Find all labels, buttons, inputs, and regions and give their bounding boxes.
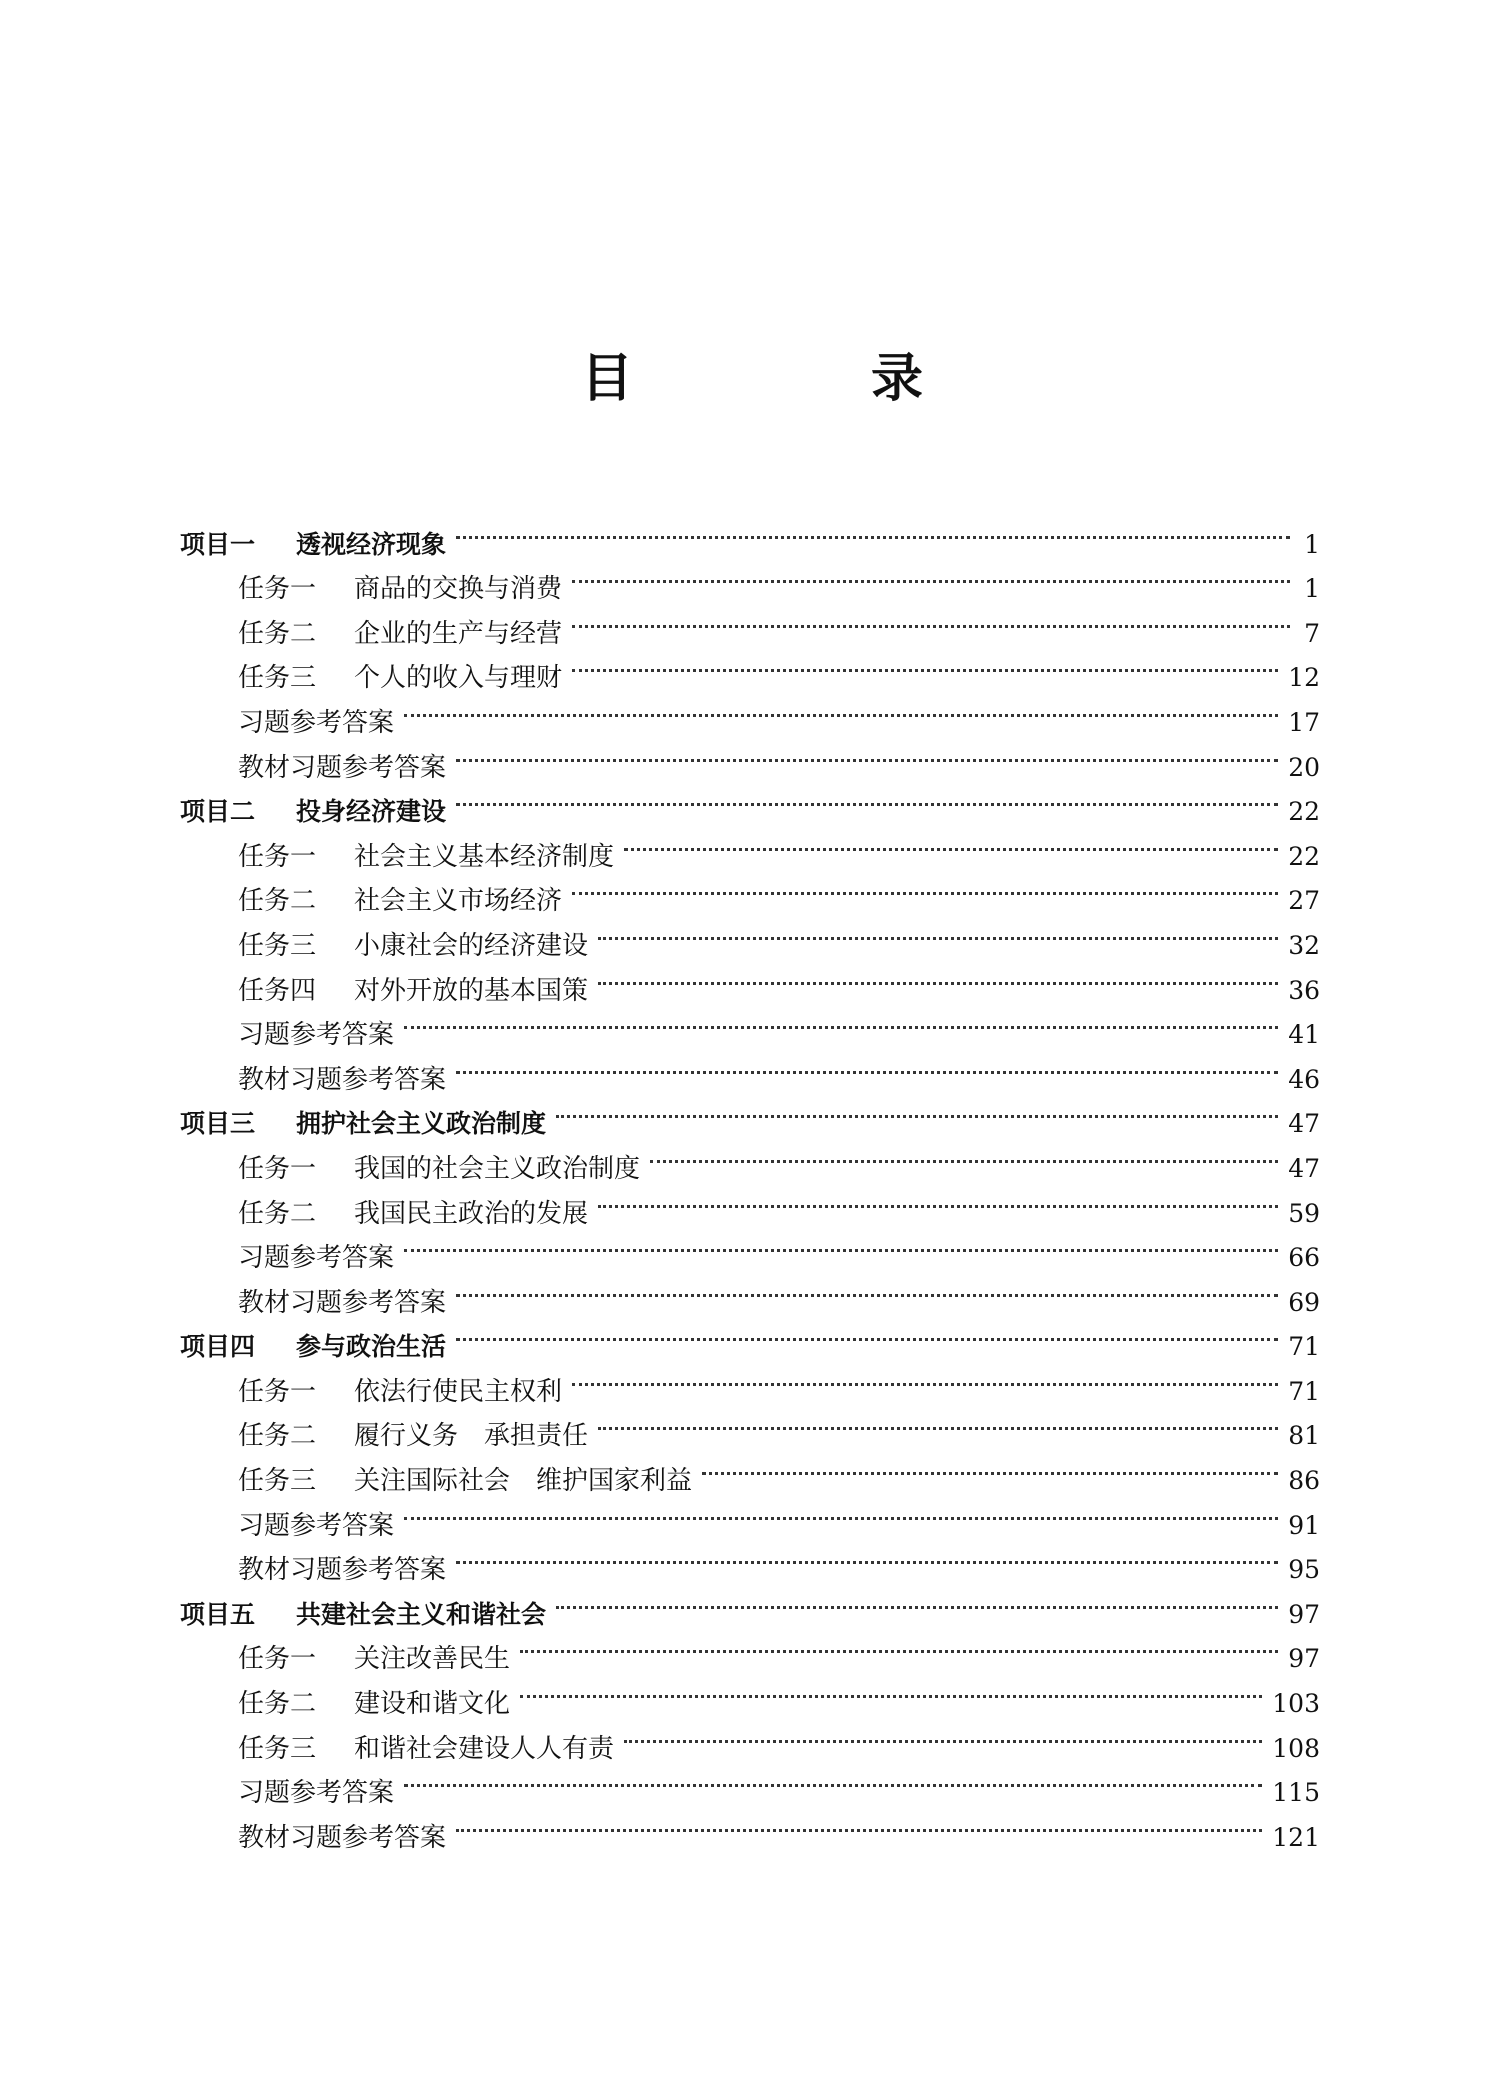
toc-entry-number: 项目四 — [180, 1332, 256, 1362]
toc-dot-leader — [572, 553, 1290, 598]
toc-entry-label — [238, 1370, 562, 1415]
toc-page-number: 17 — [1288, 707, 1320, 737]
toc-entry-title: 和谐社会建设人人有责 — [354, 1733, 615, 1764]
toc-entry-title: 社会主义市场经济 — [354, 886, 563, 917]
toc-page-number: 66 — [1288, 1243, 1320, 1273]
toc-dot-leader — [404, 999, 1278, 1044]
toc-entry-label — [238, 567, 562, 612]
toc-page-number: 1 — [1304, 574, 1320, 604]
toc-entry-title: 我国民主政治的发展 — [354, 1198, 589, 1229]
toc-page-number: 20 — [1288, 752, 1320, 782]
toc-entry-title: 对外开放的基本国策 — [354, 975, 589, 1006]
toc-entry-number: 任务一 — [238, 574, 317, 605]
toc-entry-title: 关注国际社会 维护国家利益 — [354, 1466, 693, 1497]
toc-entry-title: 教材习题参考答案 — [238, 1064, 447, 1095]
toc-dot-leader — [624, 820, 1278, 865]
toc-entry-label — [238, 1504, 394, 1549]
toc-entry-label — [238, 1058, 446, 1103]
toc-entry-number: 任务二 — [238, 618, 317, 649]
toc-page-number: 81 — [1288, 1421, 1320, 1451]
toc-entry-title: 习题参考答案 — [238, 1510, 395, 1541]
toc-dot-leader — [598, 909, 1278, 954]
toc-entry-number: 项目二 — [180, 797, 256, 827]
toc-page-number: 22 — [1288, 841, 1320, 871]
toc-entry-title: 习题参考答案 — [238, 1778, 395, 1809]
toc-page-number: 59 — [1288, 1198, 1320, 1228]
toc-page-number: 108 — [1272, 1733, 1320, 1763]
toc-page-number: 97 — [1288, 1644, 1320, 1674]
toc-entry-title: 拥护社会主义政治制度 — [296, 1109, 547, 1139]
toc-dot-leader — [598, 1400, 1278, 1445]
toc-entry-label — [238, 1147, 640, 1192]
toc-dot-leader — [456, 731, 1278, 776]
toc-dot-leader — [572, 1355, 1278, 1400]
toc-entry-title: 投身经济建设 — [296, 797, 447, 827]
toc-entry-title: 透视经济现象 — [296, 529, 447, 559]
toc-dot-leader — [572, 642, 1278, 687]
toc-dot-leader — [404, 686, 1278, 731]
toc-dot-leader — [404, 1489, 1278, 1534]
toc-entry-title: 习题参考答案 — [238, 1243, 395, 1274]
toc-page-number: 91 — [1288, 1510, 1320, 1540]
toc-entry-title: 教材习题参考答案 — [238, 752, 447, 783]
toc-entry-number: 项目三 — [180, 1109, 256, 1139]
toc-dot-leader — [572, 865, 1278, 910]
toc-page-number: 69 — [1288, 1287, 1320, 1317]
toc-entry-title: 企业的生产与经营 — [354, 618, 563, 649]
toc-dot-leader — [404, 1222, 1278, 1267]
table-of-contents — [180, 508, 1320, 1853]
toc-page-number: 97 — [1288, 1599, 1320, 1629]
toc-page-number: 115 — [1272, 1778, 1320, 1808]
toc-entry-label — [180, 1325, 446, 1370]
toc-entry-number: 任务二 — [238, 886, 317, 917]
toc-entry-title: 关注改善民生 — [354, 1644, 511, 1675]
toc-entry-title: 共建社会主义和谐社会 — [296, 1599, 547, 1629]
toc-page-number: 46 — [1288, 1064, 1320, 1094]
toc-entry-number: 任务一 — [238, 841, 317, 872]
toc-dot-leader — [556, 1088, 1278, 1133]
toc-entry-label — [238, 1548, 446, 1593]
toc-page-number: 71 — [1288, 1332, 1320, 1362]
toc-page-number: 71 — [1288, 1376, 1320, 1406]
toc-page-number: 32 — [1288, 930, 1320, 960]
toc-entry-label — [238, 1236, 394, 1281]
toc-page-number: 1 — [1304, 529, 1320, 559]
toc-dot-leader — [456, 1801, 1262, 1846]
toc-entry-label — [180, 790, 446, 835]
toc-entry-label — [180, 523, 446, 568]
toc-entry-number: 任务三 — [238, 1466, 317, 1497]
toc-dot-leader — [572, 597, 1290, 642]
toc-entry-number: 任务一 — [238, 1376, 317, 1407]
toc-entry-label — [238, 1013, 394, 1058]
toc-entry-title: 教材习题参考答案 — [238, 1822, 447, 1853]
toc-entry-label — [238, 1281, 446, 1326]
toc-entry-number: 任务四 — [238, 975, 317, 1006]
toc-entry-title: 个人的收入与理财 — [354, 663, 563, 694]
toc-entry-title: 商品的交换与消费 — [354, 574, 563, 605]
toc-dot-leader — [456, 1534, 1278, 1579]
toc-entry-title: 依法行使民主权利 — [354, 1376, 563, 1407]
toc-page-number: 121 — [1272, 1822, 1320, 1852]
toc-page-number: 12 — [1288, 663, 1320, 693]
toc-entry-title: 教材习题参考答案 — [238, 1287, 447, 1318]
toc-entry-number: 任务三 — [238, 1733, 317, 1764]
toc-dot-leader — [520, 1667, 1262, 1712]
toc-entry-number: 项目五 — [180, 1599, 256, 1629]
toc-entry-title: 建设和谐文化 — [354, 1689, 511, 1720]
toc-entry-label — [238, 1414, 588, 1459]
toc-dot-leader — [702, 1444, 1278, 1489]
toc-page-number: 47 — [1288, 1109, 1320, 1139]
toc-entry-label — [180, 1102, 546, 1147]
toc-entry-label — [238, 1816, 446, 1861]
toc-entry-number: 任务二 — [238, 1198, 317, 1229]
toc-entry-label — [238, 701, 394, 746]
toc-entry-label — [238, 1771, 394, 1816]
toc-dot-leader — [456, 1311, 1278, 1356]
toc-entry-label — [238, 835, 614, 880]
toc-page-number: 7 — [1304, 618, 1320, 648]
toc-entry-number: 任务三 — [238, 663, 317, 694]
toc-dot-leader — [598, 1177, 1278, 1222]
toc-entry-title: 小康社会的经济建设 — [354, 930, 589, 961]
toc-entry-label — [238, 746, 446, 791]
toc-page-number: 22 — [1288, 797, 1320, 827]
toc-dot-leader — [456, 508, 1290, 553]
toc-entry-label — [238, 879, 562, 924]
toc-page-number: 47 — [1288, 1153, 1320, 1183]
toc-entry-title: 习题参考答案 — [238, 1020, 395, 1051]
toc-dot-leader — [598, 954, 1278, 999]
toc-entry-title: 我国的社会主义政治制度 — [354, 1153, 641, 1184]
toc-page-number: 86 — [1288, 1466, 1320, 1496]
toc-entry-number: 任务二 — [238, 1689, 317, 1720]
toc-page-number: 36 — [1288, 975, 1320, 1005]
toc-entry-label — [238, 1682, 510, 1727]
toc-entry-project[interactable] — [180, 508, 1320, 559]
toc-page-number: 41 — [1288, 1020, 1320, 1050]
toc-dot-leader — [624, 1712, 1262, 1757]
toc-dot-leader — [520, 1623, 1278, 1668]
toc-page-number: 103 — [1272, 1689, 1320, 1719]
toc-entry-title: 社会主义基本经济制度 — [354, 841, 615, 872]
toc-entry-label — [238, 924, 588, 969]
toc-entry-title: 教材习题参考答案 — [238, 1555, 447, 1586]
page-title: 目 录 — [580, 347, 1034, 409]
toc-dot-leader — [456, 1266, 1278, 1311]
toc-entry-label — [238, 612, 562, 657]
toc-entry-title: 履行义务 承担责任 — [354, 1421, 589, 1452]
toc-entry-number: 项目一 — [180, 529, 256, 559]
toc-page-number: 95 — [1288, 1555, 1320, 1585]
toc-entry-label — [238, 1637, 510, 1682]
toc-entry-number: 任务二 — [238, 1421, 317, 1452]
toc-dot-leader — [650, 1132, 1278, 1177]
toc-dot-leader — [556, 1578, 1278, 1623]
toc-entry-number: 任务一 — [238, 1153, 317, 1184]
toc-entry-number: 任务一 — [238, 1644, 317, 1675]
toc-entry-title: 参与政治生活 — [296, 1332, 447, 1362]
toc-dot-leader — [404, 1757, 1262, 1802]
toc-entry-number: 任务三 — [238, 930, 317, 961]
toc-dot-leader — [456, 776, 1278, 821]
toc-entry-title: 习题参考答案 — [238, 707, 395, 738]
toc-page-number: 27 — [1288, 886, 1320, 916]
toc-entry-label — [180, 1593, 546, 1638]
toc-dot-leader — [456, 1043, 1278, 1088]
